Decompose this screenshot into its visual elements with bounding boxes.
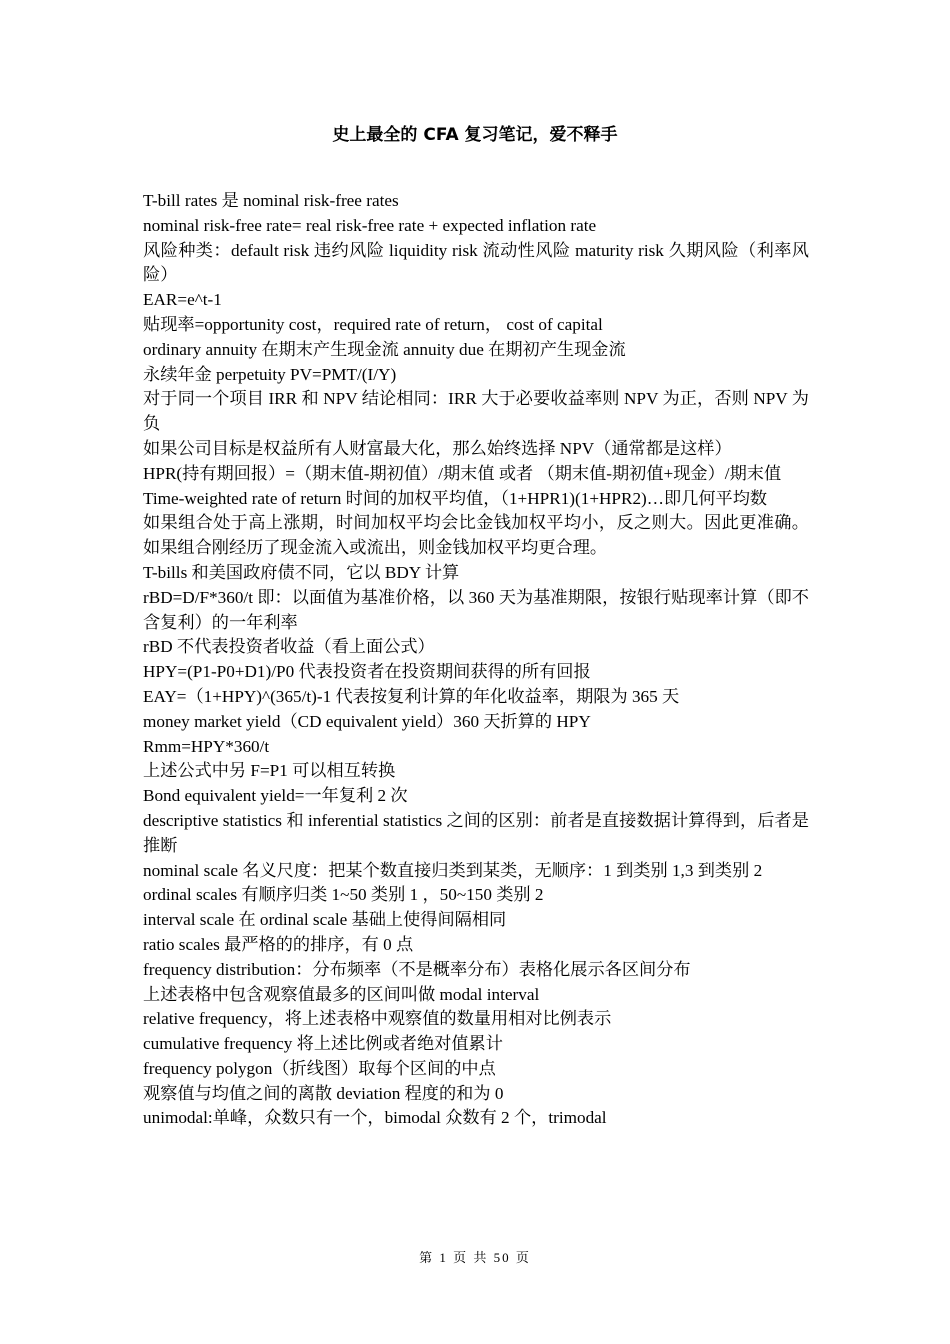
text-line: 对于同一个项目 IRR 和 NPV 结论相同：IRR 大于必要收益率则 NPV 为正，否则 NPV 为负 — [143, 389, 809, 434]
text-line: HPR(持有期回报）=（期末值-期初值）/期末值 或者 （期末值-期初值+现金）/期末值 — [143, 463, 782, 483]
text-line: nominal scale 名义尺度：把某个数直接归类到某类，无顺序：1 到类别 1,3 到类别 2 — [143, 860, 763, 880]
text-line: T-bill rates 是 nominal risk-free rates — [143, 191, 399, 210]
text-line: 观察值与均值之间的离散 deviation 程度的和为 0 — [143, 1083, 504, 1103]
text-line: descriptive statistics 和 inferential statistics 之间的区别：前者是直接数据计算得到，后者是推断 — [143, 810, 809, 855]
text-line: Bond equivalent yield=一年复利 2 次 — [143, 786, 408, 806]
text-line: Time-weighted rate of return 时间的加权平均值，（1+HPR1)(1+HPR2)…即几何平均数 — [143, 488, 768, 508]
text-line: 风险种类：default risk 违约风险 liquidity risk 流动性风险 maturity risk 久期风险（利率风险） — [143, 240, 809, 285]
text-line: relative frequency，将上述表格中观察值的数量用相对比例表示 — [143, 1009, 612, 1029]
text-line: 上述公式中另 F=P1 可以相互转换 — [143, 761, 396, 781]
text-line: ordinal scales 有顺序归类 1~50 类别 1 ，50~150 类别 2 — [143, 885, 544, 905]
text-line: EAY=（1+HPY)^(365/t)-1 代表按复利计算的年化收益率，期限为 365 天 — [143, 686, 680, 706]
text-line: frequency polygon（折线图）取每个区间的中点 — [143, 1058, 496, 1078]
text-line: cumulative frequency 将上述比例或者绝对值累计 — [143, 1034, 503, 1054]
text-line: 永续年金 perpetuity PV=PMT/(I/Y) — [143, 364, 397, 384]
text-line: unimodal:单峰，众数只有一个，bimodal 众数有 2 个，trimodal — [143, 1108, 607, 1128]
text-line: 如果组合处于高上涨期，时间加权平均会比金钱加权平均小，反之则大。因此更准确。如果组合刚经历了现金流入或流出，则金钱加权平均更合理。 — [143, 513, 809, 558]
text-line: nominal risk-free rate= real risk-free rate + expected inflation rate — [143, 215, 597, 235]
text-line: ordinary annuity 在期末产生现金流 annuity due 在期初产生现金流 — [143, 339, 626, 359]
text-line: frequency distribution：分布频率（不是概率分布）表格化展示各区间分布 — [143, 959, 691, 979]
page-title: 史上最全的 CFA 复习笔记，爱不释手 — [332, 125, 618, 145]
text-line: 上述表格中包含观察值最多的区间叫做 modal interval — [143, 984, 540, 1004]
text-line: HPY=(P1-P0+D1)/P0 代表投资者在投资期间获得的所有回报 — [143, 662, 591, 682]
page-footer: 第 1 页 共 50 页 — [419, 1250, 531, 1265]
text-line: 贴现率=opportunity cost，required rate of return， cost of capital — [143, 314, 603, 334]
text-line: 如果公司目标是权益所有人财富最大化，那么始终选择 NPV（通常都是这样） — [143, 438, 732, 458]
text-line: ratio scales 最严格的的排序，有 0 点 — [143, 934, 414, 954]
text-line: rBD=D/F*360/t 即：以面值为基准价格，以 360 天为基准期限，按银行贴现率计算（即不含复利）的一年利率 — [143, 587, 809, 632]
text-line: EAR=e^t-1 — [143, 290, 222, 310]
text-line: money market yield（CD equivalent yield）360 天折算的 HPY — [143, 711, 591, 731]
text-line: rBD 不代表投资者收益（看上面公式） — [143, 637, 435, 657]
body-text — [143, 189, 809, 1131]
text-line: Rmm=HPY*360/t — [143, 736, 270, 756]
text-line: T-bills 和美国政府债不同，它以 BDY 计算 — [143, 562, 460, 582]
text-line: interval scale 在 ordinal scale 基础上使得间隔相同 — [143, 910, 507, 930]
